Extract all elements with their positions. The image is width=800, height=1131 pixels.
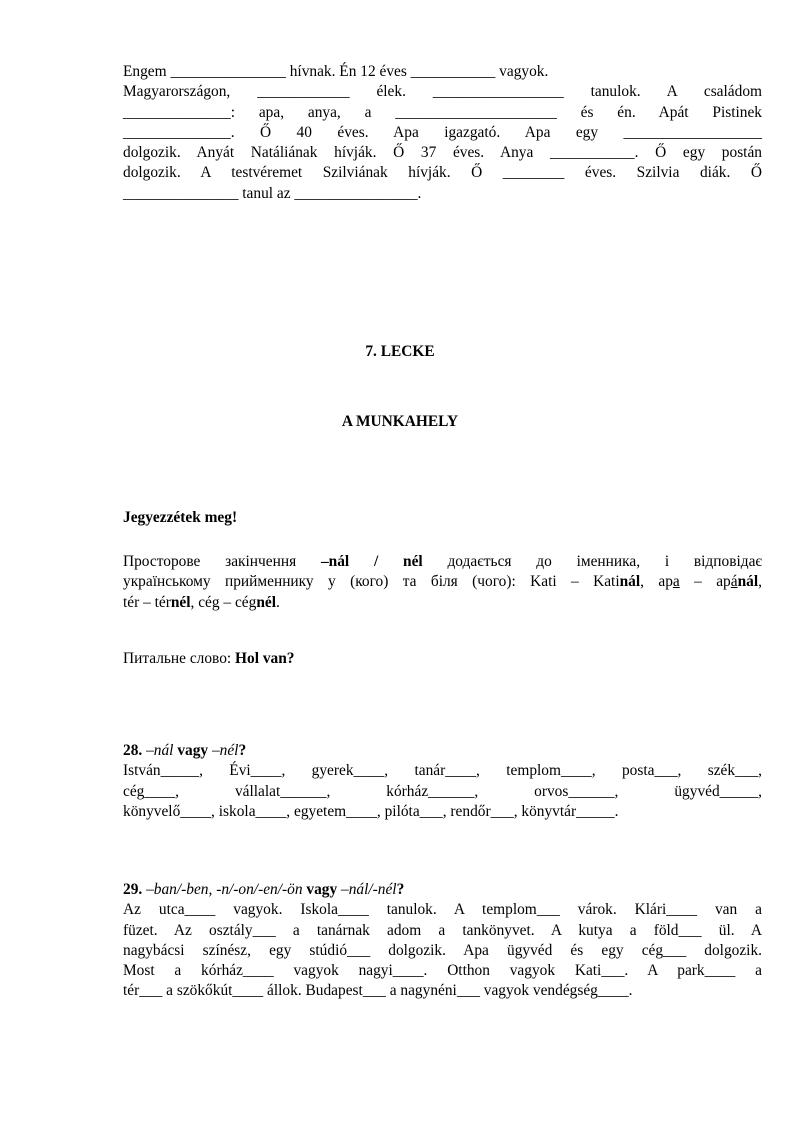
exercise-29-title xyxy=(123,880,762,900)
lesson-number-title: 7. LECKE xyxy=(365,343,435,360)
text-span: –nál/-nél xyxy=(337,881,397,898)
intro-paragraph xyxy=(123,62,762,204)
text-line: _______________ tanul az ________________. xyxy=(123,184,422,202)
underlined-letter: a xyxy=(672,573,680,591)
suffix-bold: nál xyxy=(737,573,759,591)
text-span: ? xyxy=(396,881,405,898)
text-line: ______________: apa, anya, a _____________________ és én. Apát Pistinek xyxy=(123,103,762,121)
text-span: –nél xyxy=(208,742,239,759)
text-span: vagy xyxy=(302,881,338,898)
underlined-letter: á xyxy=(730,573,738,591)
exercise-28-title xyxy=(123,741,762,761)
exercise-number: 29. xyxy=(123,881,143,898)
exercise-line: nagybácsi színész, egy stúdió___ dolgozik. Apa ügyvéd és egy cég___ dolgozik. xyxy=(123,941,762,959)
text-line: Engem _______________ hívnak. Én 12 éves ___________ vagyok. xyxy=(123,63,549,80)
suffix-bold: nél xyxy=(170,593,191,611)
exercise-28 xyxy=(123,741,762,822)
suffix-bold: nél xyxy=(256,593,277,611)
note-paragraph xyxy=(123,552,762,613)
text-span: , ap xyxy=(640,573,673,591)
exercise-line: István_____, Évi____, gyerek____, tanár____, templom____, posta___, szék___, xyxy=(123,762,762,780)
note-line-2 xyxy=(123,572,762,592)
text-span: ? xyxy=(238,742,247,759)
exercise-line: cég____, vállalat______, kórház______, orvos______, ügyvéd_____, xyxy=(123,782,762,800)
question-label: Питальне слово: xyxy=(123,650,236,667)
exercise-line: tér___ a szökőkút____ állok. Budapest___ a nagynéni___ vagyok vendégség____. xyxy=(123,982,633,1000)
note-heading xyxy=(123,508,762,528)
exercise-line: Most a kórház____ vagyok nagyi____. Otthon vagyok Kati___. A park____ a xyxy=(123,962,762,980)
exercise-line: Az utca____ vagyok. Iskola____ tanulok. A templom___ várok. Klári____ van a xyxy=(123,901,762,919)
text-span: – ap xyxy=(679,573,731,591)
text-span: vagy xyxy=(173,742,209,759)
exercise-line: füzet. Az osztály___ a tanárnak adom a tankönyvet. A kutya a föld___ ül. A xyxy=(123,921,762,939)
text-line: dolgozik. A testvéremet Szilviának hívják. Ő ________ éves. Szilvia diák. Ő xyxy=(123,164,762,182)
exercise-number: 28. xyxy=(123,742,143,759)
text-span: tér – tér xyxy=(123,593,171,611)
question-word: Hol van? xyxy=(235,650,295,667)
suffix-bold: –nál / nél xyxy=(320,553,423,570)
exercise-29 xyxy=(123,880,762,1002)
suffix-bold: nál xyxy=(619,573,641,591)
text-span: українському прийменнику у (кого) та біля (чого): Kati – Kati xyxy=(123,573,620,591)
text-line: Magyarországon, ____________ élek. _________________ tanulok. A családom xyxy=(123,83,762,101)
text-span: , xyxy=(758,573,762,591)
text-span: –nál xyxy=(142,742,174,759)
lesson-topic-title: A MUNKAHELY xyxy=(341,413,459,430)
note-line-1 xyxy=(123,552,762,572)
exercise-line: könyvelő____, iskola____, egyetem____, pilóta___, rendőr___, könyvtár_____. xyxy=(123,802,619,820)
text-line: ______________. Ő 40 éves. Apa igazgató. Apa egy __________________ xyxy=(123,123,762,141)
text-span: –ban/-ben, -n/-on/-en/-ön xyxy=(142,881,303,898)
text-line: dolgozik. Anyát Natáliának hívják. Ő 37 éves. Anya ___________. Ő egy postán xyxy=(123,144,762,162)
question-word-line xyxy=(123,649,762,669)
text-span: Просторове закінчення xyxy=(123,553,321,570)
text-span: додається до іменника, і відповідає xyxy=(422,553,763,570)
text-span: . xyxy=(276,593,280,611)
note-line-3 xyxy=(123,593,762,613)
text-span: , cég – cég xyxy=(190,593,257,611)
note-heading-text: Jegyezzétek meg! xyxy=(123,509,238,526)
